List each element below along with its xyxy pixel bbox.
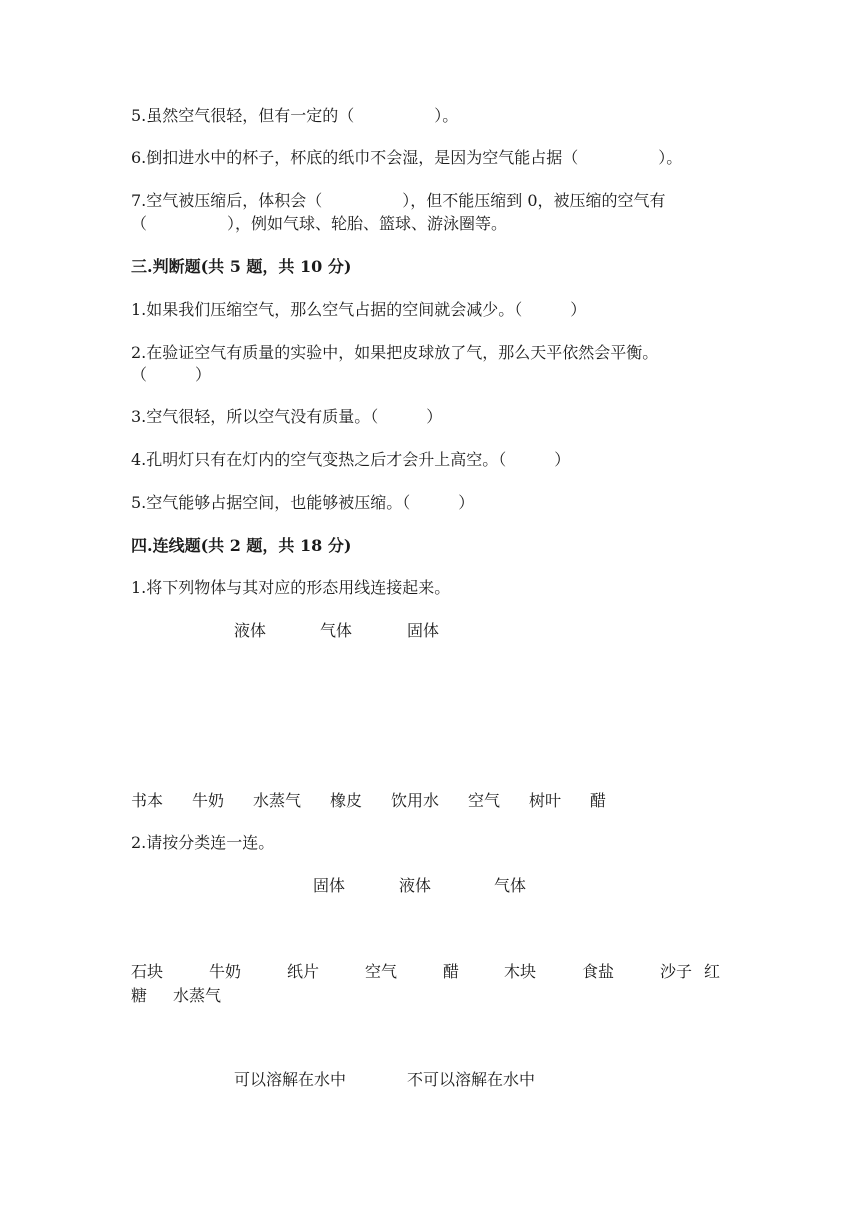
object-label: 饮用水 bbox=[391, 791, 440, 810]
object-label: 橡皮 bbox=[330, 791, 363, 810]
object-label: 牛奶 bbox=[192, 791, 225, 810]
judge-question-2-line2: （ ） bbox=[131, 365, 212, 384]
state-label: 固体 bbox=[407, 621, 440, 640]
fill-question-7-line1: 7.空气被压缩后，体积会（ ），但不能压缩到 0，被压缩的空气有 bbox=[131, 191, 666, 210]
judge-question-5: 5.空气能够占据空间，也能够被压缩。（ ） bbox=[131, 493, 475, 512]
state-label: 气体 bbox=[494, 876, 527, 895]
object-label: 树叶 bbox=[529, 791, 562, 810]
judge-question-3: 3.空气很轻，所以空气没有质量。（ ） bbox=[131, 407, 443, 426]
object-label: 醋 bbox=[443, 962, 460, 981]
object-label: 食盐 bbox=[582, 962, 615, 981]
object-label-wrap-start: 红 bbox=[704, 962, 721, 981]
match-question-2-prompt: 2.请按分类连一连。 bbox=[131, 833, 275, 852]
section-3-heading: 三.判断题(共 5 题，共 10 分) bbox=[131, 257, 352, 276]
object-label: 木块 bbox=[504, 962, 537, 981]
object-label: 糖 bbox=[131, 986, 148, 1005]
fill-question-6: 6.倒扣进水中的杯子，杯底的纸巾不会湿，是因为空气能占据（ ）。 bbox=[131, 148, 683, 167]
solubility-label: 不可以溶解在水中 bbox=[407, 1070, 536, 1089]
object-label: 醋 bbox=[590, 791, 607, 810]
solubility-label: 可以溶解在水中 bbox=[234, 1070, 347, 1089]
state-label: 固体 bbox=[313, 876, 346, 895]
judge-question-2-line1: 2.在验证空气有质量的实验中，如果把皮球放了气，那么天平依然会平衡。 bbox=[131, 343, 659, 362]
object-label: 石块 bbox=[131, 962, 164, 981]
judge-question-1: 1.如果我们压缩空气，那么空气占据的空间就会减少。（ ） bbox=[131, 300, 587, 319]
object-label: 水蒸气 bbox=[253, 791, 302, 810]
object-label: 牛奶 bbox=[209, 962, 242, 981]
object-label: 水蒸气 bbox=[173, 986, 222, 1005]
state-label: 液体 bbox=[399, 876, 432, 895]
state-label: 气体 bbox=[320, 621, 353, 640]
state-label: 液体 bbox=[234, 621, 267, 640]
object-label: 书本 bbox=[131, 791, 164, 810]
fill-question-5: 5.虽然空气很轻，但有一定的（ ）。 bbox=[131, 106, 459, 125]
object-label: 沙子 bbox=[660, 962, 693, 981]
section-4-heading: 四.连线题(共 2 题，共 18 分) bbox=[131, 536, 352, 555]
object-label: 空气 bbox=[468, 791, 501, 810]
match-question-1-prompt: 1.将下列物体与其对应的形态用线连接起来。 bbox=[131, 578, 451, 597]
object-label: 空气 bbox=[365, 962, 398, 981]
fill-question-7-line2: （ ），例如气球、轮胎、篮球、游泳圈等。 bbox=[131, 214, 508, 233]
judge-question-4: 4.孔明灯只有在灯内的空气变热之后才会升上高空。（ ） bbox=[131, 450, 571, 469]
object-label: 纸片 bbox=[287, 962, 320, 981]
